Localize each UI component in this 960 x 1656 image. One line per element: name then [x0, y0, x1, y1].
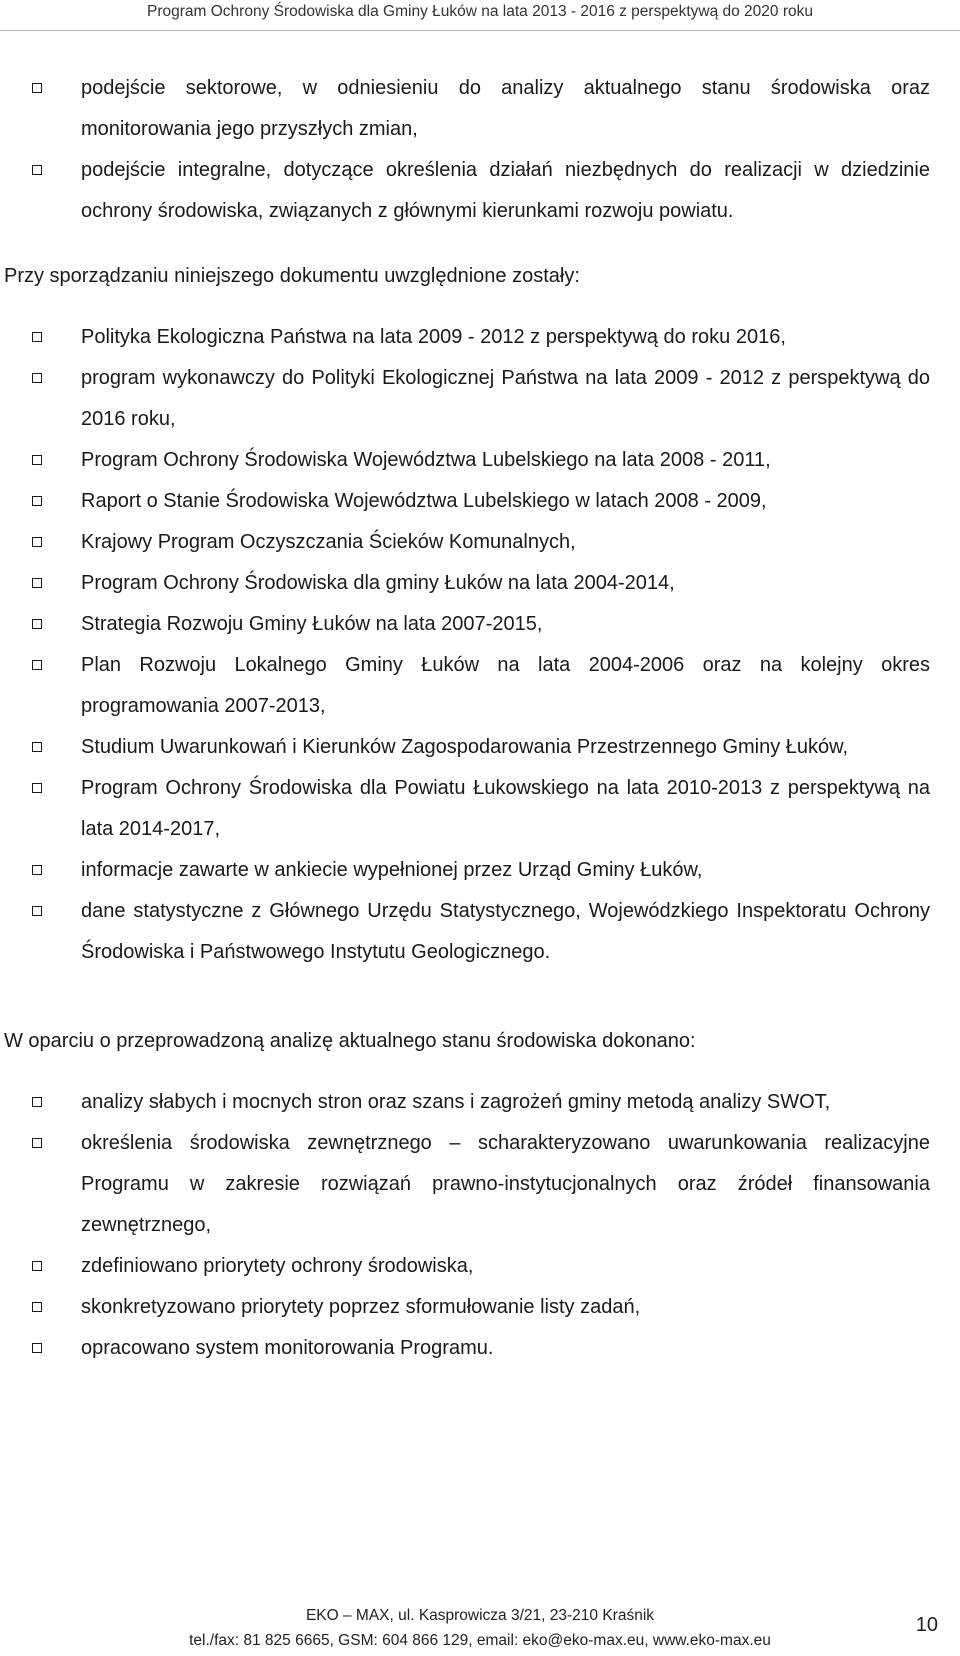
page-number: 10	[915, 1614, 938, 1636]
checkbox-bullet-icon	[32, 1138, 42, 1148]
list-item: Raport o Stanie Środowiska Województwa Lubelskiego w latach 2008 - 2009,	[4, 481, 930, 522]
list-item: podejście sektorowe, w odniesieniu do analizy aktualnego stanu środowiska oraz monitorowania jego przyszłych zmian,	[4, 68, 930, 150]
analysis-list	[4, 1082, 930, 1369]
running-header-title: Program Ochrony Środowiska dla Gminy Łuków na lata 2013 - 2016 z perspektywą do 2020 roku	[147, 3, 813, 20]
list-item: Strategia Rozwoju Gminy Łuków na lata 2007-2015,	[4, 604, 930, 645]
checkbox-bullet-icon	[32, 619, 42, 629]
list-item: Krajowy Program Oczyszczania Ścieków Komunalnych,	[4, 522, 930, 563]
checkbox-bullet-icon	[32, 660, 42, 670]
checkbox-bullet-icon	[32, 578, 42, 588]
checkbox-bullet-icon	[32, 865, 42, 875]
paragraph-analysis-intro: W oparciu o przeprowadzoną analizę aktualnego stanu środowiska dokonano:	[4, 1030, 696, 1052]
running-header	[0, 0, 960, 31]
list-item: Program Ochrony Środowiska dla Powiatu Łukowskiego na lata 2010-2013 z perspektywą na lata 2014-2017,	[4, 768, 930, 850]
checkbox-bullet-icon	[32, 373, 42, 383]
list-item: zdefiniowano priorytety ochrony środowiska,	[4, 1246, 930, 1287]
list-item: analizy słabych i mocnych stron oraz szans i zagrożeń gminy metodą analizy SWOT,	[4, 1082, 930, 1123]
checkbox-bullet-icon	[32, 1343, 42, 1353]
checkbox-bullet-icon	[32, 332, 42, 342]
checkbox-bullet-icon	[32, 1261, 42, 1271]
approach-list	[4, 68, 930, 232]
checkbox-bullet-icon	[32, 455, 42, 465]
list-item: Program Ochrony Środowiska Województwa Lubelskiego na lata 2008 - 2011,	[4, 440, 930, 481]
list-item: Plan Rozwoju Lokalnego Gminy Łuków na lata 2004-2006 oraz na kolejny okres programowania 2007-2013,	[4, 645, 930, 727]
list-item: określenia środowiska zewnętrznego – scharakteryzowano uwarunkowania realizacyjne Programu w zakresie rozwiązań prawno-instytucjonalnych oraz źródeł finansowania zewnętrznego,	[4, 1123, 930, 1246]
checkbox-bullet-icon	[32, 165, 42, 175]
list-item: program wykonawczy do Polityki Ekologicznej Państwa na lata 2009 - 2012 z perspektywą do 2016 roku,	[4, 358, 930, 440]
list-item: informacje zawarte w ankiecie wypełnionej przez Urząd Gminy Łuków,	[4, 850, 930, 891]
list-item: skonkretyzowano priorytety poprzez sformułowanie listy zadań,	[4, 1287, 930, 1328]
checkbox-bullet-icon	[32, 83, 42, 93]
checkbox-bullet-icon	[32, 783, 42, 793]
list-item: Program Ochrony Środowiska dla gminy Łuków na lata 2004-2014,	[4, 563, 930, 604]
page-footer	[0, 1594, 960, 1656]
checkbox-bullet-icon	[32, 1302, 42, 1312]
list-item: podejście integralne, dotyczące określenia działań niezbędnych do realizacji w dziedzinie ochrony środowiska, związanych z głównymi kierunkami rozwoju powiatu.	[4, 150, 930, 232]
checkbox-bullet-icon	[32, 537, 42, 547]
checkbox-bullet-icon	[32, 1097, 42, 1107]
list-item: dane statystyczne z Głównego Urzędu Statystycznego, Wojewódzkiego Inspektoratu Ochrony Środowiska i Państwowego Instytutu Geologicznego.	[4, 891, 930, 973]
document-body	[4, 68, 930, 1369]
list-item: Polityka Ekologiczna Państwa na lata 2009 - 2012 z perspektywą do roku 2016,	[4, 317, 930, 358]
footer-company-address: EKO – MAX, ul. Kasprowicza 3/21, 23-210 Kraśnik	[305, 1607, 655, 1624]
list-item: opracowano system monitorowania Programu.	[4, 1328, 930, 1369]
checkbox-bullet-icon	[32, 496, 42, 506]
checkbox-bullet-icon	[32, 906, 42, 916]
checkbox-bullet-icon	[32, 742, 42, 752]
footer-contact-info: tel./fax: 81 825 6665, GSM: 604 866 129, email: eko@eko-max.eu, www.eko-max.eu	[189, 1632, 771, 1649]
paragraph-sources-intro: Przy sporządzaniu niniejszego dokumentu uwzględnione zostały:	[4, 265, 580, 287]
sources-list	[4, 317, 930, 973]
list-item: Studium Uwarunkowań i Kierunków Zagospodarowania Przestrzennego Gminy Łuków,	[4, 727, 930, 768]
